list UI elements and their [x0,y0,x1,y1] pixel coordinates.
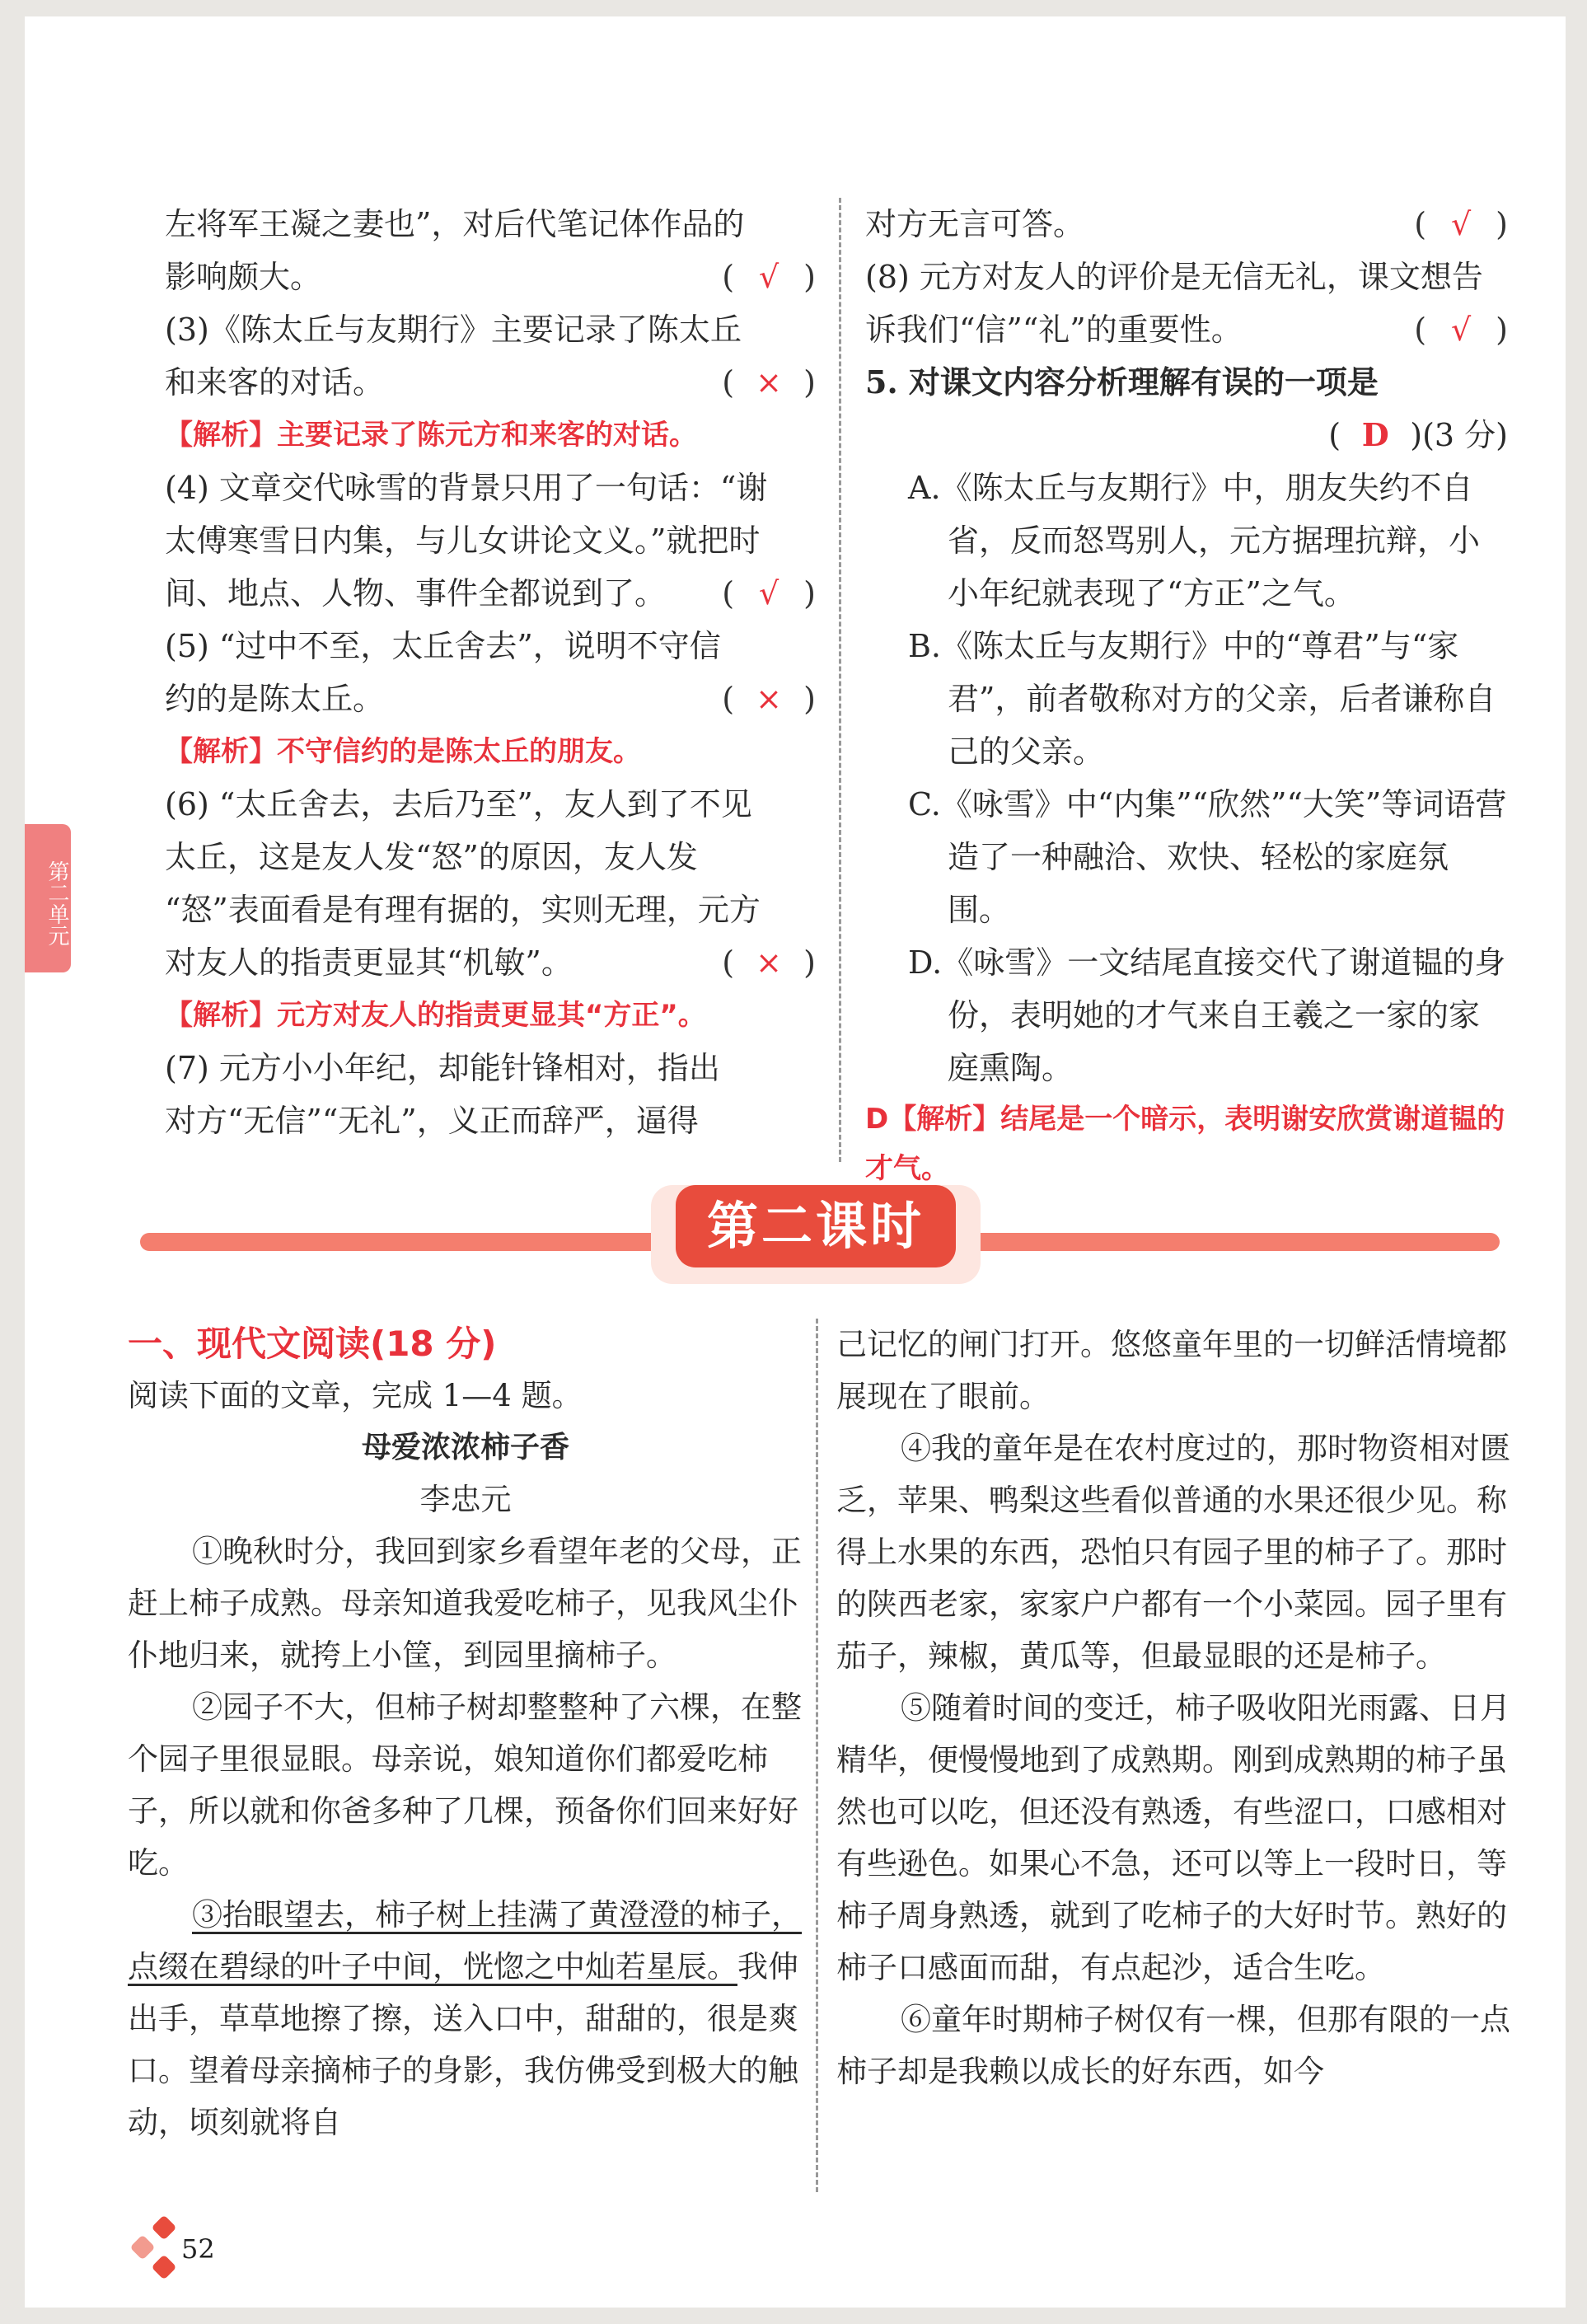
analysis-note: 【解析】主要记录了陈元方和来客的对话。 [165,419,697,452]
paragraph-1: ①晚秋时分，我回到家乡看望年老的父母，正赶上柿子成熟。母亲知道我爱吃柿子，见我风尘仆仆地归来，就挎上小筐，到园里摘柿子。 [128,1534,802,1673]
text-line: 影响颇大。 ( √ ) [165,251,816,303]
paragraph-5: ⑤随着时间的变迁，柿子吸收阳光雨露、日月精华，便慢慢地到了成熟期。刚到成熟期的柿子虽然也可以吃，但还没有熟透，有些涩口，口感相对有些逊色。如果心不急，还可以等上一段时日，等柿子周身熟透，就到了吃柿子的大好时节。熟好的柿子口感面而甜，有点起沙，适合生吃。 [836,1690,1510,1985]
reading-right-column [836,1319,1512,2097]
column-divider [816,1319,818,2192]
page-number: 52 [181,2233,215,2265]
item-5-line2: 约的是陈太丘。 ( × ) [165,672,816,725]
analysis-note: 【解析】元方对友人的指责更显其“方正”。 [165,999,706,1032]
item-4: (4) 文章交代咏雪的背景只用了一句话：“谢 [165,470,768,506]
left-answer-column [165,198,816,1147]
item-3: (3)《陈太丘与友期行》主要记录了陈太丘 [165,312,742,348]
underlined-sentence: ③抬眼望去，柿子树上挂满了黄澄澄的柿子，点缀在碧绿的叶子中间，恍惚之中灿若星辰。 [128,1897,802,1984]
paragraph-4: ④我的童年是在农村度过的，那时物资相对匮乏，苹果、鸭梨这些看似普通的水果还很少见。称得上水果的东西，恐怕只有园子里的柿子了。那时的陕西老家，家家户户都有一个小菜园。园子里有茄子，辣椒，黄瓜等，但最显眼的还是柿子。 [836,1431,1510,1674]
option-b: B.《陈太丘与友期行》中的“尊君”与“家君”，前者敬称对方的父亲，后者谦称自己的父亲。 [908,628,1496,770]
right-answer-column [865,198,1508,1193]
text-line: 左将军王凝之妻也”，对后代笔记体作品的 [165,206,745,242]
item-6: (6) “太丘舍去，去后乃至”，友人到了不见 [165,786,752,822]
cross-mark: × [756,364,783,401]
item-8-line2: 诉我们“信”“礼”的重要性。 ( √ ) [865,303,1508,356]
article-title: 母爱浓浓柿子香 [361,1431,569,1464]
check-mark: √ [1450,312,1472,348]
item-4-line2: 太傅寒雪日内集，与儿女讲论文义。”就把时 [165,522,761,559]
item-4-line3: 间、地点、人物、事件全都说到了。 ( √ ) [165,567,816,620]
paragraph-3: ③抬眼望去，柿子树上挂满了黄澄澄的柿子，点缀在碧绿的叶子中间，恍惚之中灿若星辰。我伸出手，草草地擦了擦，送入口中，甜甜的，很是爽口。望着母亲摘柿子的身影，我仿佛受到极大的触动，顷刻就将自 [128,1897,802,2140]
item-5: (5) “过中不至，太丘舍去”，说明不守信 [165,628,721,664]
item-7-line2: 对方“无信”“无礼”，义正而辞严，逼得 [165,1103,699,1139]
hex-decoration-icon [151,2254,176,2279]
column-divider [839,198,841,1162]
item-6-line2: 太丘，这是友人发“怒”的原因，友人发 [165,839,698,875]
hex-decoration-icon [129,2234,155,2260]
item-7: (7) 元方小小年纪，却能针锋相对，指出 [165,1050,720,1086]
question-5-answer: ( D )(3 分) [865,409,1508,462]
option-d: D.《咏雪》一文结尾直接交代了谢道韫的身份，表明她的才气来自王羲之一家的家庭熏陶。 [908,944,1506,1086]
workbook-page [25,16,1566,2308]
item-7-line3: 对方无言可答。 ( √ ) [865,198,1508,251]
lesson-banner: 第二课时 [676,1185,956,1267]
analysis-note: D【解析】结尾是一个暗示，表明谢安欣赏谢道韫的才气。 [865,1103,1505,1185]
instruction: 阅读下面的文章，完成 1—4 题。 [128,1378,583,1413]
option-a: A.《陈太丘与友期行》中，朋友失约不自省，反而怒骂别人，元方据理抗辩，小小年纪就表现了“方正”之气。 [908,470,1481,611]
reading-left-column [128,1319,803,2148]
question-5: 5. 对课文内容分析理解有误的一项是 [865,363,1379,401]
analysis-note: 【解析】不守信约的是陈太丘的朋友。 [165,735,641,768]
cross-mark: × [756,681,783,717]
option-c: C.《咏雪》中“内集”“欣然”“大笑”等词语营造了一种融洽、欢快、轻松的家庭氛围。 [908,786,1507,928]
cross-mark: × [756,944,783,981]
item-8: (8) 元方对友人的评价是无信无礼，课文想告 [865,259,1483,295]
item-3-cont: 和来客的对话。 ( × ) [165,356,816,409]
paragraph-2: ②园子不大，但柿子树却整整种了六棵，在整个园子里很显眼。母亲说，娘知道你们都爱吃柿子，所以就和你爸多种了几棵，预备你们回来好好吃。 [128,1689,802,1881]
item-6-line4: 对友人的指责更显其“机敏”。 ( × ) [165,936,816,989]
item-6-line3: “怒”表面看是有理有据的，实则无理，元方 [165,892,761,928]
check-mark: √ [758,259,779,295]
paragraph-3-cont: 己记忆的闸门打开。悠悠童年里的一切鲜活情境都展现在了眼前。 [836,1327,1507,1414]
check-mark: √ [1450,206,1472,242]
hex-decoration-icon [151,2214,176,2240]
article-author: 李忠元 [419,1482,512,1517]
answer-letter: D [1361,416,1389,453]
paragraph-6: ⑥童年时期柿子树仅有一棵，但那有限的一点柿子却是我赖以成长的好东西，如今 [836,2002,1510,2089]
unit-side-tab: 第二单元 [25,824,71,972]
section-title: 一、现代文阅读(18 分) [128,1324,497,1364]
check-mark: √ [758,575,779,611]
